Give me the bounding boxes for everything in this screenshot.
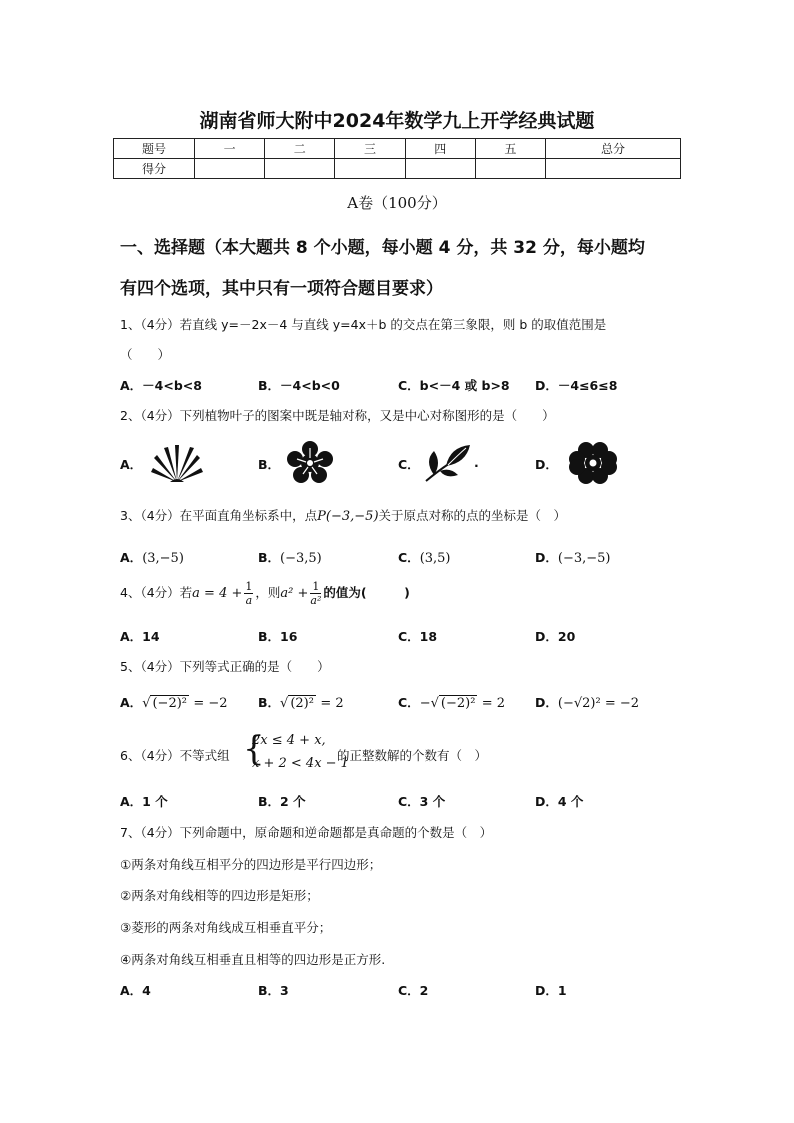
q1-option-a: A．－4<b<8 [120, 378, 202, 393]
four-petal-flower-icon [568, 440, 618, 486]
q1-option-c: C．b<－4 或 b>8 [398, 378, 510, 393]
q5-a-radicand: (−2)² [152, 696, 188, 711]
q7-statement-3: ③菱形的两条对角线成互相垂直平分； [120, 920, 332, 935]
question-5-stem: 5、（4分）下列等式正确的是（ ） [120, 659, 330, 674]
q2-label-d: D． [535, 457, 558, 472]
q6-inequality-2: x + 2 < 4x − 1 [252, 756, 349, 771]
q4-expr1: a = 4 + [192, 586, 243, 601]
score-cell: 一 [195, 139, 265, 159]
q6-inequality-1: 2x ≤ 4 + x, [252, 733, 326, 748]
score-cell: 四 [405, 139, 475, 159]
score-blank-cell [335, 159, 405, 179]
q6-option-a: A．1 个 [120, 794, 168, 809]
spiky-leaf-icon [150, 440, 204, 484]
question-6-suffix: 的正整数解的个数有（ ） [337, 748, 488, 763]
five-petal-flower-icon [285, 440, 335, 484]
q4-frac1-num: 1 [245, 580, 253, 593]
section-subtitle: A卷（100分） [347, 194, 447, 212]
twig-leaves-icon [420, 441, 472, 485]
score-cell: 总分 [546, 139, 681, 159]
q7-option-a: A．4 [120, 983, 151, 998]
question-1-stem: 1、（4分）若直线 y=－2x－4 与直线 y=4x＋b 的交点在第三象限，则 b 的取值范围是 [120, 317, 607, 332]
q4-frac1-den: a [245, 594, 253, 607]
q3-point: P(−3,−5) [317, 509, 379, 524]
q3-option-b [258, 548, 322, 566]
score-blank-cell [405, 159, 475, 179]
q7-option-d: D．1 [535, 983, 567, 998]
q5-c-radicand: (−2)² [440, 696, 476, 711]
q6-option-b: B．2 个 [258, 794, 306, 809]
q4-suffix: 的值为( ) [323, 585, 410, 600]
question-4-stem [120, 580, 410, 607]
page-title: 湖南省师大附中2024年数学九上开学经典试题 [199, 110, 595, 132]
q5-label-d: D． [535, 695, 558, 710]
score-cell: 二 [265, 139, 335, 159]
q4-frac2-den: a² [310, 594, 322, 607]
q3-label-c: C． [398, 550, 420, 565]
q1-option-d: D．－4≤6≤8 [535, 378, 618, 393]
score-cell: 题号 [114, 139, 195, 159]
q3-option-d [535, 548, 611, 566]
q5-option-a: A．√ (−2)² = −2 [120, 695, 228, 711]
score-blank-cell [195, 159, 265, 179]
q2-label-a: A． [120, 457, 143, 472]
q5-option-d [535, 693, 639, 711]
q4-option-d: D．20 [535, 629, 576, 644]
score-cell: 得分 [114, 159, 195, 179]
question-7-stem: 7、（4分）下列命题中，原命题和逆命题都是真命题的个数是（ ） [120, 825, 493, 840]
q5-c-minus: − [419, 696, 431, 711]
question-6-prefix: 6、（4分）不等式组 [120, 748, 230, 763]
q4-frac2 [310, 580, 321, 607]
q3-suffix: 关于原点对称的点的坐标是（ ） [378, 508, 567, 523]
q5-option-b: B．√ (2)² = 2 [258, 695, 344, 711]
q4-option-a: A．14 [120, 629, 160, 644]
q7-option-b: B．3 [258, 983, 289, 998]
q3-label-d: D． [535, 550, 558, 565]
brace-icon: { [243, 729, 265, 769]
q7-statement-2: ②两条对角线相等的四边形是矩形； [120, 888, 319, 903]
q7-statement-4: ④两条对角线互相垂直且相等的四边形是正方形. [120, 952, 386, 967]
q5-label-b: B． [258, 695, 281, 710]
section-heading-line1: 一、选择题（本大题共 8 个小题，每小题 4 分，共 32 分，每小题均 [120, 238, 645, 258]
q4-option-c: C．18 [398, 629, 438, 644]
q3-value-a: (3,−5) [142, 551, 184, 566]
q5-label-a: A． [120, 695, 143, 710]
score-table-header-row [114, 139, 681, 159]
q7-option-c: C．2 [398, 983, 429, 998]
q5-d-expr: (−√2)² = −2 [557, 696, 640, 711]
question-1-blank: （ ） [120, 347, 171, 362]
q5-c-rhs: = 2 [481, 696, 506, 711]
q3-label-b: B． [258, 550, 281, 565]
q4-frac2-num: 1 [312, 580, 320, 593]
question-2-stem: 2、（4分）下列植物叶子的图案中既是轴对称，又是中心对称图形的是（ ） [120, 408, 555, 423]
q5-b-rhs: = 2 [320, 696, 344, 711]
q4-expr2: a² + [280, 586, 309, 601]
q5-label-c: C． [398, 695, 420, 710]
q6-option-d: D．4 个 [535, 794, 584, 809]
q4-frac1 [244, 580, 253, 607]
q3-value-b: (−3,5) [280, 551, 322, 566]
score-blank-cell [546, 159, 681, 179]
question-3-stem [120, 506, 566, 524]
score-table-score-row [114, 159, 681, 179]
q4-mid: ，则 [255, 585, 281, 600]
score-blank-cell [265, 159, 335, 179]
q4-option-b: B．16 [258, 629, 298, 644]
q3-value-c: (3,5) [419, 551, 451, 566]
section-heading-line2: 有四个选项，其中只有一项符合题目要求） [120, 279, 443, 299]
q3-label-a: A． [120, 550, 143, 565]
score-blank-cell [475, 159, 545, 179]
q7-statement-1: ①两条对角线互相平分的四边形是平行四边形； [120, 857, 382, 872]
q2-label-b: B． [258, 457, 281, 472]
q3-value-d: (−3,−5) [557, 551, 611, 566]
q4-prefix: 4、（4分）若 [120, 585, 193, 600]
score-table [113, 138, 681, 179]
q5-option-c: C．−√ (−2)² = 2 [398, 695, 506, 711]
q2-label-c: C． [398, 457, 420, 472]
q3-prefix: 3、（4分）在平面直角坐标系中，点 [120, 508, 318, 523]
score-cell: 三 [335, 139, 405, 159]
q6-option-c: C．3 个 [398, 794, 446, 809]
score-cell: 五 [475, 139, 545, 159]
q1-option-b: B．－4<b<0 [258, 378, 340, 393]
q3-option-a [120, 548, 184, 566]
q5-b-radicand: (2)² [290, 696, 314, 711]
q3-option-c [398, 548, 451, 566]
q5-a-rhs: = −2 [193, 696, 228, 711]
q2-dot: . [474, 455, 479, 470]
